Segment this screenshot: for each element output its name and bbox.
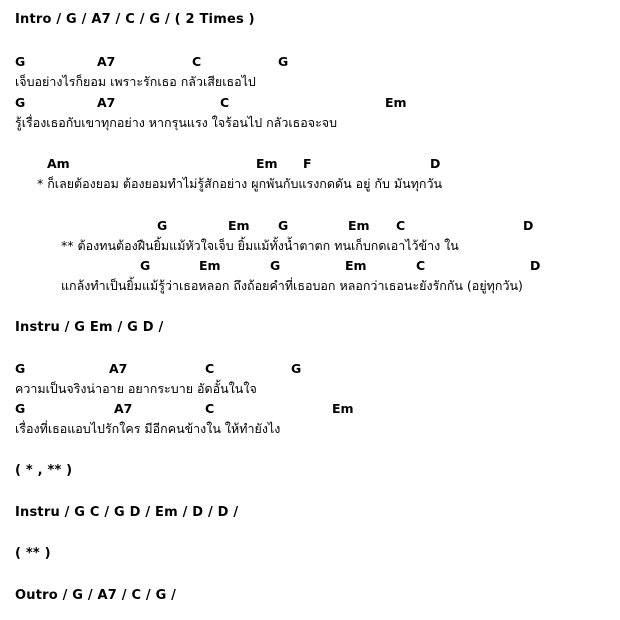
chord: Em [348, 218, 370, 233]
chord: A7 [109, 361, 128, 376]
chord: Em [228, 218, 250, 233]
verse2-lyric-line-2: เรื่องที่เธอแอบไปรักใคร มีอีกคนข้างใน ให้ทำยังไง [15, 421, 281, 436]
chord: C [205, 361, 215, 376]
instrumental-line-2: Instru / G C / G D / Em / D / D / [15, 505, 239, 520]
chord: G [15, 401, 26, 416]
chord: G [278, 54, 289, 69]
verse1-lyric-line-1: เจ็บอย่างไรก็ยอม เพราะรักเธอ กลัวเสียเธอไป [15, 74, 256, 89]
chord: D [430, 156, 441, 171]
chord: F [303, 156, 312, 171]
chord: G [15, 54, 26, 69]
prechorus-lyric-line: * ก็เลยต้องยอม ต้องยอมทำไม่รู้สักอย่าง ผูกพันกับแรงกดดัน อยู่ กับ มันทุกวัน [37, 176, 443, 191]
chord: C [220, 95, 230, 110]
verse2-lyric-line-1: ความเป็นจริงน่าอาย อยากระบาย อัดอั้นในใจ [15, 381, 257, 396]
instrumental-line-1: Instru / G Em / G D / [15, 320, 164, 335]
chord: G [15, 95, 26, 110]
chorus-lyric-line-2: แกล้งทำเป็นยิ้มแม้รู้ว่าเธอหลอก ถึงถ้อยคำที่เธอบอก หลอกว่าเธอนะยังรักกัน (อยู่ทุกวัน) [61, 278, 523, 293]
chord: G [270, 258, 281, 273]
chord: A7 [97, 54, 116, 69]
chord: Em [385, 95, 407, 110]
chord: G [157, 218, 168, 233]
chord: G [140, 258, 151, 273]
chord: A7 [114, 401, 133, 416]
chord: Am [47, 156, 70, 171]
chorus-lyric-line-1: ** ต้องทนต้องฝืนยิ้มแม้หัวใจเจ็บ ยิ้มแม้ทั้งน้ำตาตก ทนเก็บกดเอาไว้ข้าง ใน [61, 238, 459, 253]
verse1-lyric-line-2: รู้เรื่องเธอกับเขาทุกอย่าง หากรุนแรง ใจร้อนไป กลัวเธอจะจบ [15, 115, 338, 130]
chord: Em [332, 401, 354, 416]
chord: Em [256, 156, 278, 171]
chord: C [416, 258, 426, 273]
chord: C [192, 54, 202, 69]
chord: C [396, 218, 406, 233]
repeat-line-1: ( * , ** ) [15, 463, 73, 478]
intro-line: Intro / G / A7 / C / G / ( 2 Times ) [15, 12, 255, 27]
chord: G [291, 361, 302, 376]
chord: D [523, 218, 534, 233]
chord: G [15, 361, 26, 376]
chord: Em [199, 258, 221, 273]
outro-line: Outro / G / A7 / C / G / [15, 588, 177, 603]
repeat-line-2: ( ** ) [15, 546, 51, 561]
chord: C [205, 401, 215, 416]
chord: G [278, 218, 289, 233]
chord: Em [345, 258, 367, 273]
chord: D [530, 258, 541, 273]
chord: A7 [97, 95, 116, 110]
